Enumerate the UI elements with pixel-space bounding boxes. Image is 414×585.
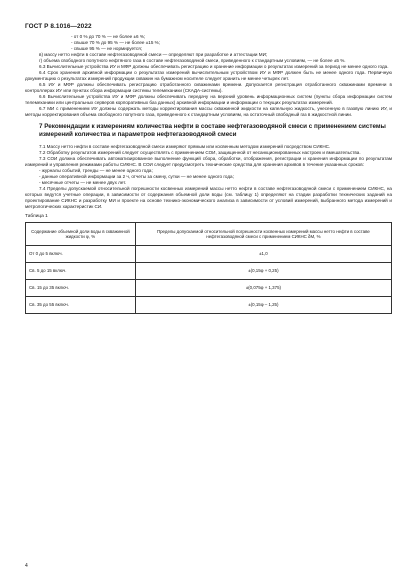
paragraph-7-4: 7.4 Пределы допускаемой относительной погрешности косвенных измерений массы нетто нефти в составе нефтегазоводяной смеси с применением СИКНС, на которых ведутся учетные операции, в зависимости от содержания объемной доли воды (см. таблицу 1) определяют на стадии разработки технических заданий на проектирование СИКНС и разработку МИ и проекте на основе технико-экономического анализа в зависимости от условий измерений, выбранного метода измерений и метрологических характеристик СИ. xyxy=(25,186,392,209)
table-cell: ±1,0 xyxy=(135,246,391,263)
column-header: Пределы допускаемой относительной погрешности косвенных измерений массы нетто нефти в составе нефтегазоводяной смеси с применением СИКНС δМ, % xyxy=(135,223,391,246)
table-row xyxy=(26,263,392,280)
list-item: - от 0 % до 70 % — не более ±6 %; xyxy=(71,34,146,39)
paragraph: в) массу нетто нефти в составе нефтегазоводяной смеси — определяют при разработке и аттестации МИ; xyxy=(39,52,268,57)
table-row xyxy=(26,280,392,297)
list-item: - свыше 95 % — не нормируется; xyxy=(71,46,142,51)
list-item: - свыше 70 % до 95 % — не более ±15 %; xyxy=(71,40,161,45)
table-caption: Таблица 1 xyxy=(25,214,48,219)
table-header-row xyxy=(26,223,392,246)
table-row xyxy=(26,297,392,314)
paragraph-6-5: 6.5 ИУ и МФР должны обеспечивать регистрацию отработанного скважинами времени. Допускается регистрация отработанного скважинами времени в контроллерах ИУ или пунктах сбора информации системы телемеханики (СКАДА-системы). xyxy=(25,82,392,93)
table-cell: Св. 35 до 55 включ. xyxy=(26,297,136,314)
paragraph-7-3: 7.3 СОИ должна обеспечивать автоматизированное выполнение функций сбора, обработки, отображения, регистрации и хранения информации по результатам измерений и управления режимами работы СИКНС. В СОИ следует предусмотреть технические средства для хранения архивов в течение указанных сроков: xyxy=(25,156,392,167)
table-row xyxy=(26,246,392,263)
data-table xyxy=(25,222,392,314)
table-cell: ±(0,075φ + 1,375) xyxy=(135,280,391,297)
paragraph-7-1: 7.1 Массу нетто нефти в составе нефтегазоводяной смеси измеряют прямым или косвенным методом измерений посредством СИКНС. xyxy=(39,144,331,149)
table-cell: Св. 5 до 15 включ. xyxy=(26,263,136,280)
paragraph-6-7: 6.7 МИ с применением ИУ должны содержать методы корректирования массы скважинной жидкости на капельную жидкость, унесенную в газовую линию ИУ, и методы корректирования объема свободного попутного газа, приведенного к стандартным условиям, на остаточный свободный газ в жидкостной линии. xyxy=(25,106,392,117)
table-cell: Св. 15 до 35 включ. xyxy=(26,280,136,297)
paragraph: г) объема свободного попутного нефтяного газа в составе нефтегазоводяной смеси, приведенного к стандартным условиям, — не более ±5 %. xyxy=(39,58,346,63)
table-cell: ±(0,15φ – 1,25) xyxy=(135,297,391,314)
list-item: - месячные отчеты — не менее двух лет. xyxy=(39,180,127,185)
paragraph-6-6: 6.6 Вычислительные устройства ИУ и МФР должны обеспечивать передачу на верхний уровень информационных систем (пункты сбора информации систем телемеханики или центральных серверов корпоративных баз данных) архивной информации и информации о текущих результатах измерений. xyxy=(25,94,392,105)
section-heading: 7 Рекомендации к измерениям количества нефти в составе нефтегазоводяной смеси с применением системы измерений количества и параметров нефтегазоводяной смеси xyxy=(39,123,386,138)
document-header: ГОСТ Р 8.1016—2022 xyxy=(25,23,92,30)
paragraph-6-4: 6.4 Срок хранения архивной информации о результатах измерений вычислительным устройством ИУ и МФР должен быть не менее одного года. Первичную документацию о результатах измерений продукции скважин на бумажном носителе следует хранить не менее четырех лет. xyxy=(25,70,392,81)
list-item: - данные оперативной информации за 2 ч, отчеты за смену, сутки — не менее одного года; xyxy=(39,174,234,179)
table-cell: ±(0,15φ + 0,25) xyxy=(135,263,391,280)
paragraph-7-2: 7.2 Обработку результатов измерений следует осуществлять с применением СОИ, защищенной от несанкционированных настроек и вмешательства. xyxy=(39,150,361,155)
table-cell: От 0 до 5 включ. xyxy=(26,246,136,263)
paragraph-6-3: 6.3 Вычислительные устройства ИУ и МФР должны обеспечивать регистрацию и хранение информации о результатах измерений за период не менее одного года. xyxy=(39,64,389,69)
page-number: 4 xyxy=(25,563,28,569)
page-body xyxy=(25,34,392,314)
column-header: Содержание объемной доли воды в скважинной жидкости φ, % xyxy=(26,223,136,246)
list-item: - журналы событий, тренды — не менее одного года; xyxy=(39,168,153,173)
